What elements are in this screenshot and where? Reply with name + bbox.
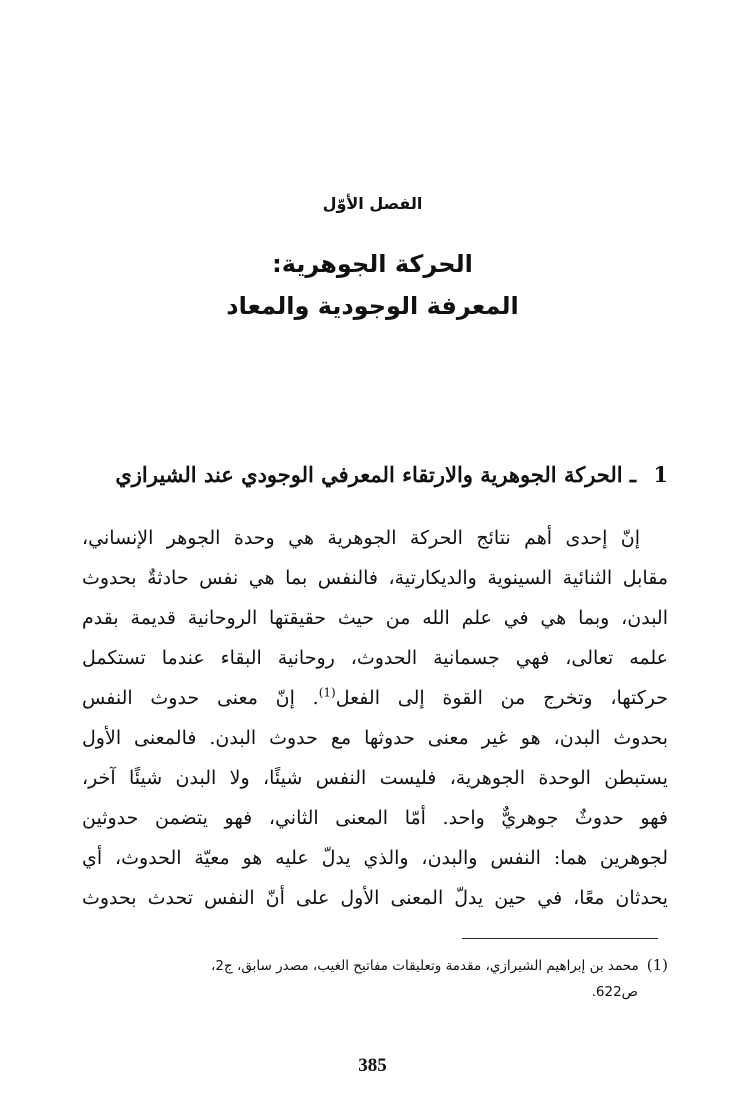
body-line [82, 678, 668, 718]
page-number: 385 [358, 1055, 387, 1076]
body-line: البدن، وبما هي في علم الله من حيث حقيقتها الروحانية قديمة بقدم [82, 607, 668, 629]
body-line: يحدثان معًا، في حين يدلّ المعنى الأول على أنّ النفس تحدث بحدوث [82, 887, 668, 909]
section-heading [110, 462, 668, 487]
body-line-text: حركتها، وتخرج من القوة إلى الفعل [335, 687, 668, 709]
section-title: الحركة الجوهرية والارتقاء المعرفي الوجودي عند الشيرازي [115, 462, 623, 487]
chapter-title-line1: الحركة الجوهرية: [272, 250, 473, 278]
chapter-title-line2: المعرفة الوجودية والمعاد [226, 292, 519, 320]
footnote-line1 [82, 952, 668, 979]
footnote-reference[interactable]: (1) [318, 685, 336, 700]
section-dash: ـ [629, 462, 637, 487]
body-line: علمه تعالى، فهي جسمانية الحدوث، روحانية البقاء عندما تستكمل [82, 647, 668, 669]
section-number: 1 [653, 462, 668, 487]
footnote [82, 952, 668, 1005]
body-line: إنّ إحدى أهم نتائج الحركة الجوهرية هي وحدة الجوهر الإنساني، [82, 527, 640, 549]
body-paragraph [82, 518, 668, 918]
body-line: فهو حدوثٌ جوهريٌّ واحد. أمّا المعنى الثاني، فهو يتضمن حدوثين [82, 807, 668, 829]
footnote-text: محمد بن إبراهيم الشيرازي، مقدمة وتعليقات مفاتيح الغيب، مصدر سابق، ج2، [211, 958, 639, 974]
footnote-number: (1) [646, 956, 668, 974]
body-line-continuation: . إنّ معنى حدوث النفس [82, 687, 319, 709]
body-line: يستبطن الوحدة الجوهرية، فليست النفس شيئًا، ولا البدن شيئًا آخر، [82, 767, 668, 789]
body-line: لجوهرين هما: النفس والبدن، والذي يدلّ عليه هو معيّة الحدوث، أي [82, 847, 668, 869]
chapter-label: الفصل الأوّل [322, 194, 423, 213]
body-line: بحدوث البدن، هو غير معنى حدوثها مع حدوث البدن. فالمعنى الأول [82, 727, 668, 749]
footnote-line2: ص622. [591, 984, 638, 1000]
footnote-divider [462, 938, 658, 939]
body-line: مقابل الثنائية السينوية والديكارتية، فالنفس بما هي نفس حادثةٌ بحدوث [82, 567, 668, 589]
